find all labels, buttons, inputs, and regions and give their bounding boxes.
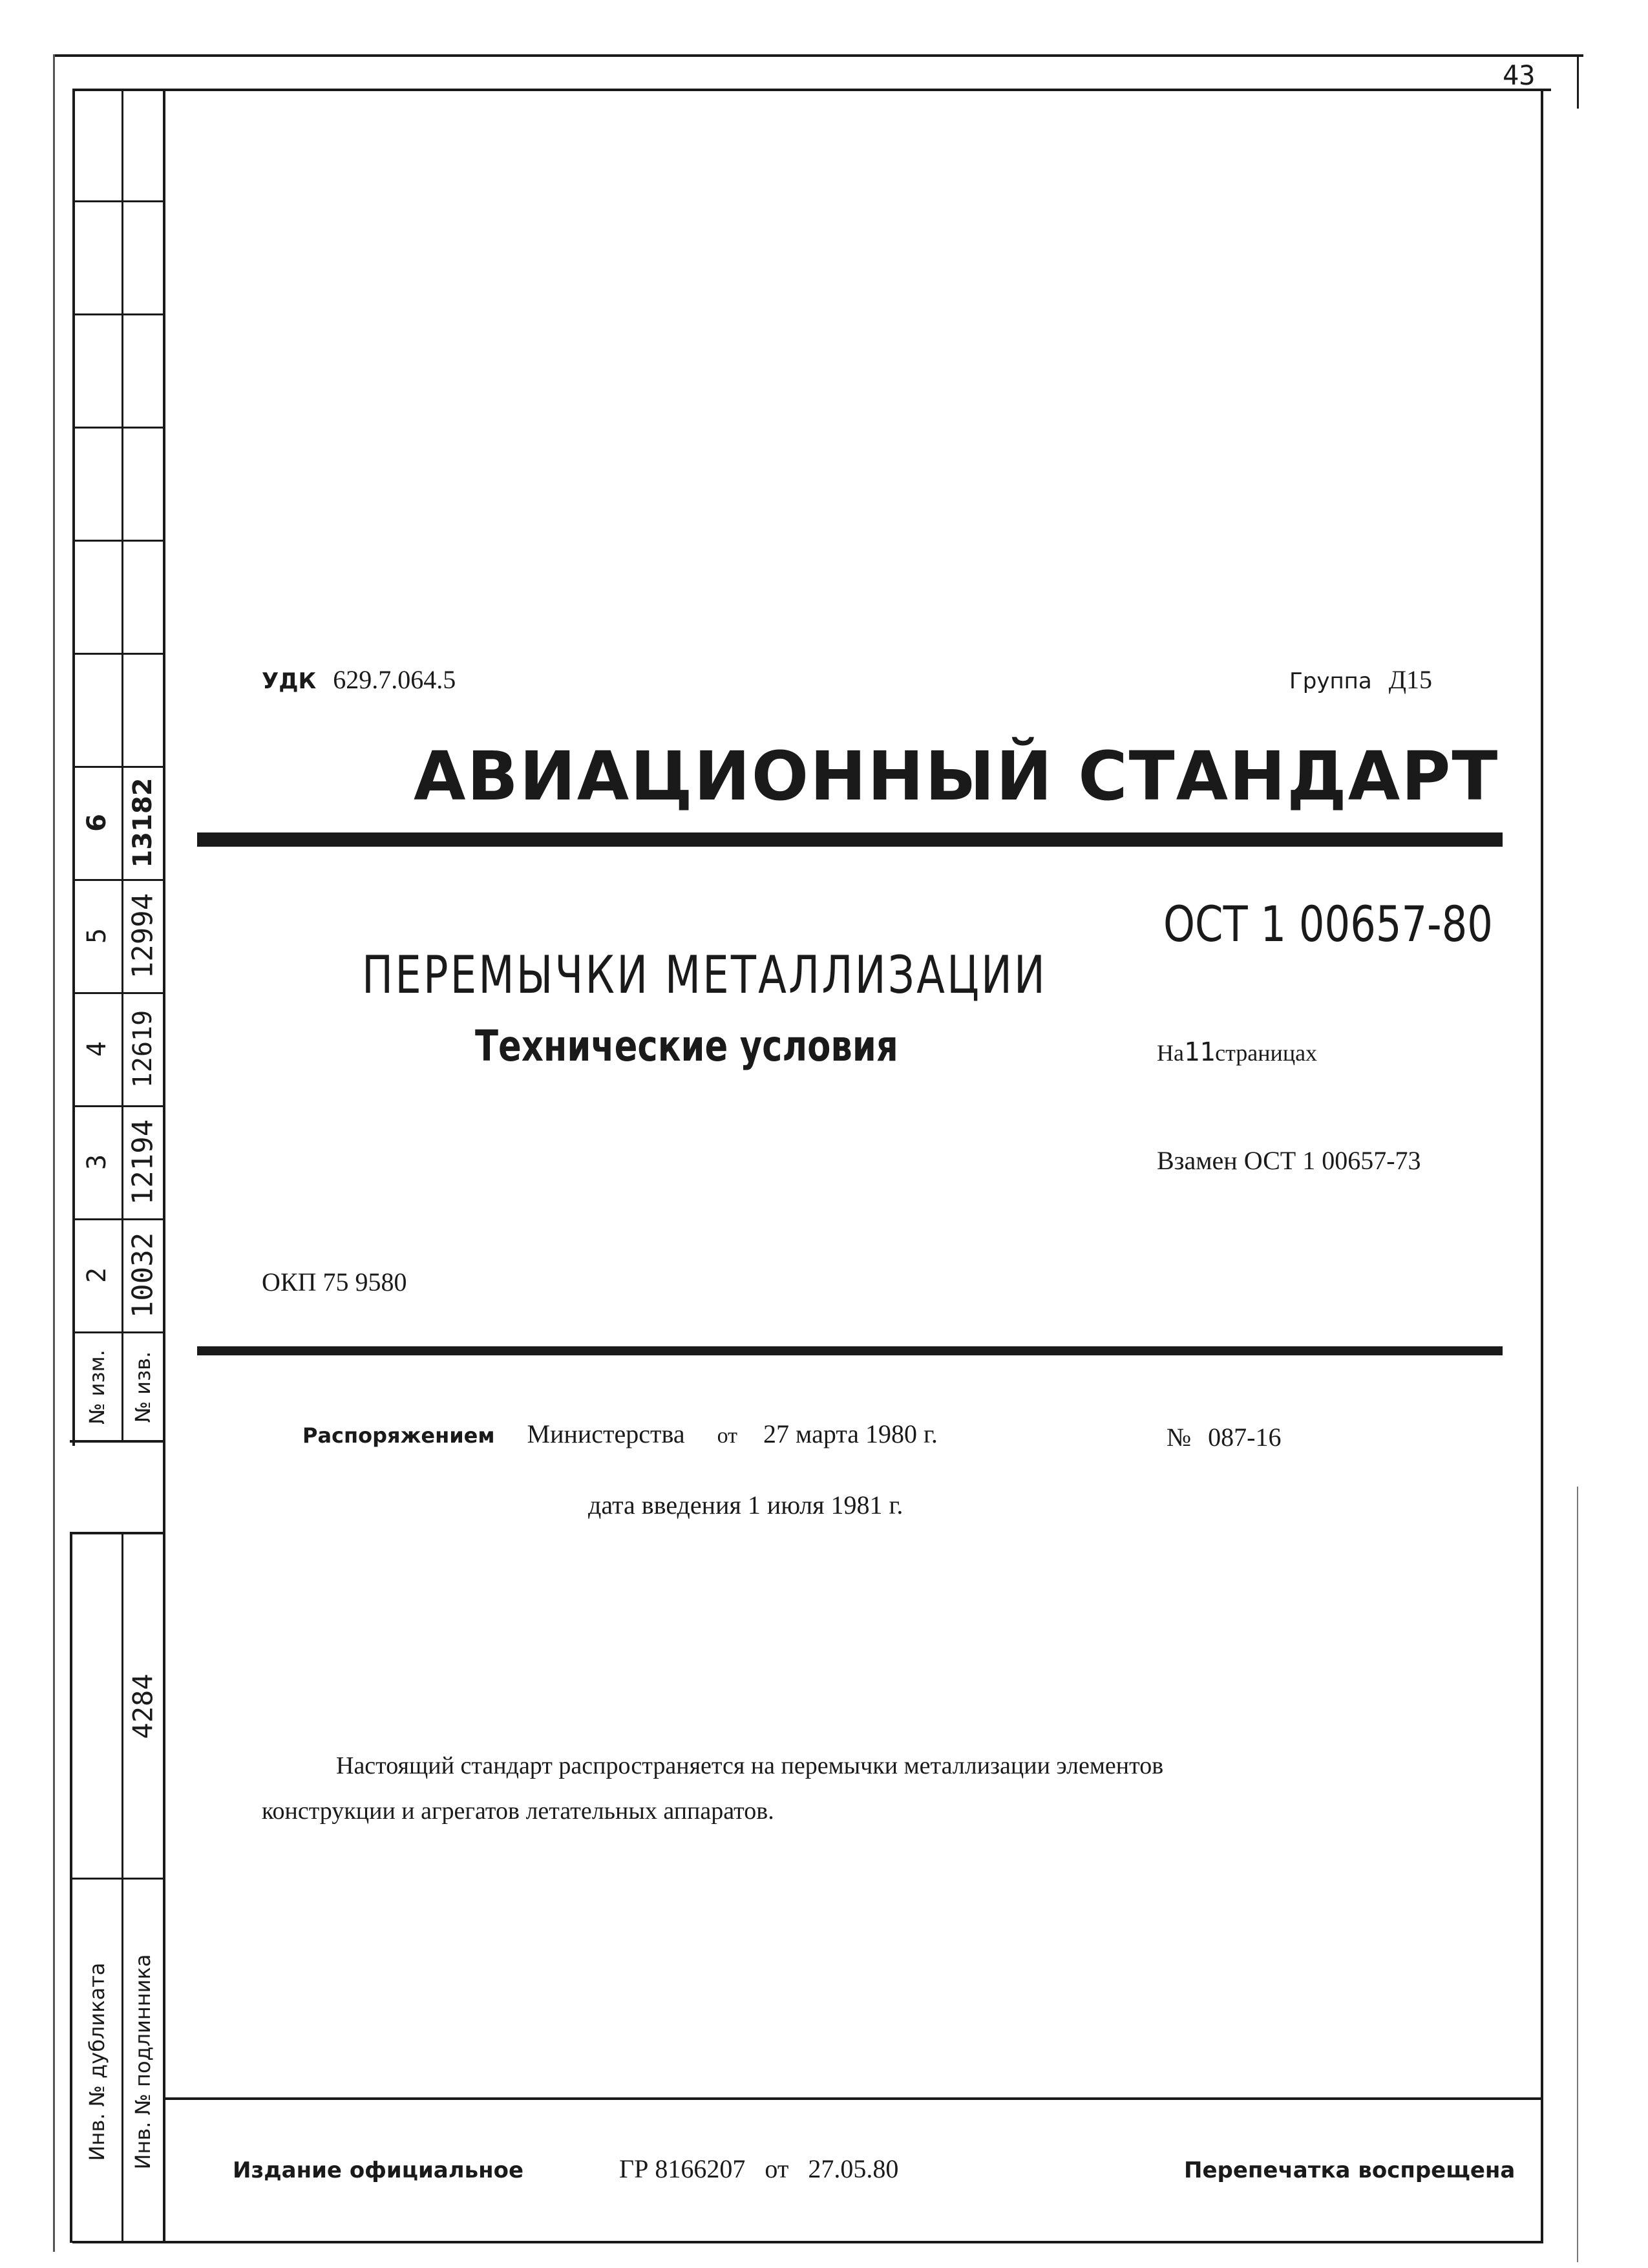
doc-title-sub: Технические условия — [475, 1021, 898, 1071]
doc-title-main: ПЕРЕМЫЧКИ МЕТАЛЛИЗАЦИИ — [362, 945, 1048, 1005]
group-line — [1289, 664, 1432, 695]
frame-inner-top-line — [72, 89, 1551, 91]
change-izm-6: 6 — [82, 814, 112, 832]
side-row-line — [72, 200, 164, 202]
side-table-right-edge — [163, 89, 165, 2243]
podlinnik-label: Инв. № подлинника — [131, 1954, 155, 2170]
footer-reprint: Перепечатка воспрещена — [1184, 2157, 1516, 2183]
side-row-line — [72, 427, 164, 429]
side-row-line — [72, 1331, 164, 1333]
side-lower-left-line — [70, 1532, 72, 2243]
side-row-line — [72, 766, 164, 768]
podlinnik-value: 4284 — [127, 1673, 159, 1739]
frame-top-line — [53, 54, 1583, 57]
side-row-line — [70, 1440, 164, 1443]
order-ministry: Министерства — [527, 1419, 685, 1448]
udk-label: УДК — [262, 668, 317, 694]
change-izm-5: 5 — [82, 927, 112, 944]
side-row-line — [72, 992, 164, 994]
body-paragraph-line2: конструкции и агрегатов летательных аппаратов. — [262, 1797, 774, 1825]
frame-left-outer-line — [53, 54, 55, 2252]
page-number: 43 — [1503, 59, 1536, 91]
side-lower-top-line — [70, 1532, 164, 1534]
standard-code: ОСТ 1 00657-80 — [1163, 895, 1493, 953]
udk-value: 629.7.064.5 — [333, 665, 456, 694]
footer-gr — [619, 2154, 898, 2184]
change-izv-12619: 12619 — [128, 1010, 158, 1088]
order-from: от — [717, 1424, 738, 1448]
footer-rule — [163, 2097, 1543, 2100]
side-row-line — [72, 540, 164, 542]
side-row-line — [72, 1105, 164, 1107]
order-label: Распоряжением — [302, 1423, 495, 1448]
okp: ОКП 75 9580 — [262, 1267, 407, 1297]
footer-gr-number: ГР 8166207 — [619, 2154, 746, 2183]
side-table-col-divider — [121, 89, 123, 1441]
pages-line — [1157, 1037, 1317, 1067]
side-row-line — [72, 313, 164, 315]
side-row-line — [72, 1218, 164, 1220]
frame-right-outer-vertical — [1577, 1487, 1578, 2262]
pages-count: 11 — [1183, 1037, 1216, 1067]
pages-suffix: страницах — [1215, 1040, 1318, 1066]
change-izv-12994: 12994 — [126, 893, 160, 979]
udk-line — [262, 664, 456, 695]
side-lower-col-divider — [121, 1532, 123, 2243]
change-izv-12194: 12194 — [126, 1119, 160, 1205]
change-izm-2: 2 — [82, 1267, 112, 1284]
order-number-label: № — [1167, 1423, 1192, 1452]
body-paragraph-line1: Настоящий стандарт распространяется на перемычки металлизации элементов — [336, 1752, 1164, 1779]
order-number-line — [1167, 1422, 1282, 1452]
order-line — [302, 1419, 938, 1449]
group-value: Д15 — [1388, 665, 1433, 694]
title-rule — [197, 832, 1503, 847]
intro-date: дата введения 1 июля 1981 г. — [588, 1490, 903, 1520]
okp-rule — [197, 1346, 1503, 1355]
footer-gr-date: 27.05.80 — [808, 2154, 899, 2183]
replaces: Взамен ОСТ 1 00657-73 — [1157, 1146, 1421, 1175]
group-label: Группа — [1289, 668, 1372, 694]
change-izm-4: 4 — [82, 1041, 112, 1057]
frame-right-outer-line — [1577, 57, 1579, 109]
order-number: 087-16 — [1208, 1423, 1282, 1452]
main-title: АВИАЦИОННЫЙ СТАНДАРТ — [414, 737, 1499, 816]
izm-label: № изм. — [85, 1350, 109, 1425]
pages-prefix: На — [1157, 1040, 1184, 1066]
footer-gr-from: от — [765, 2154, 789, 2183]
order-date: 27 марта 1980 г. — [763, 1419, 938, 1448]
frame-bottom-line — [72, 2241, 1543, 2243]
change-izv-13182: 13182 — [128, 778, 158, 868]
side-lower-row-line — [70, 1878, 164, 1880]
izv-label: № изв. — [131, 1351, 155, 1423]
change-izm-3: 3 — [82, 1154, 112, 1171]
change-izv-10032: 10032 — [126, 1232, 160, 1319]
side-row-line — [72, 879, 164, 881]
side-row-line — [72, 653, 164, 655]
frame-right-line — [1541, 89, 1543, 2241]
footer-edition: Издание официальное — [233, 2157, 524, 2183]
dublikat-label: Инв. № дубликата — [85, 1962, 109, 2161]
